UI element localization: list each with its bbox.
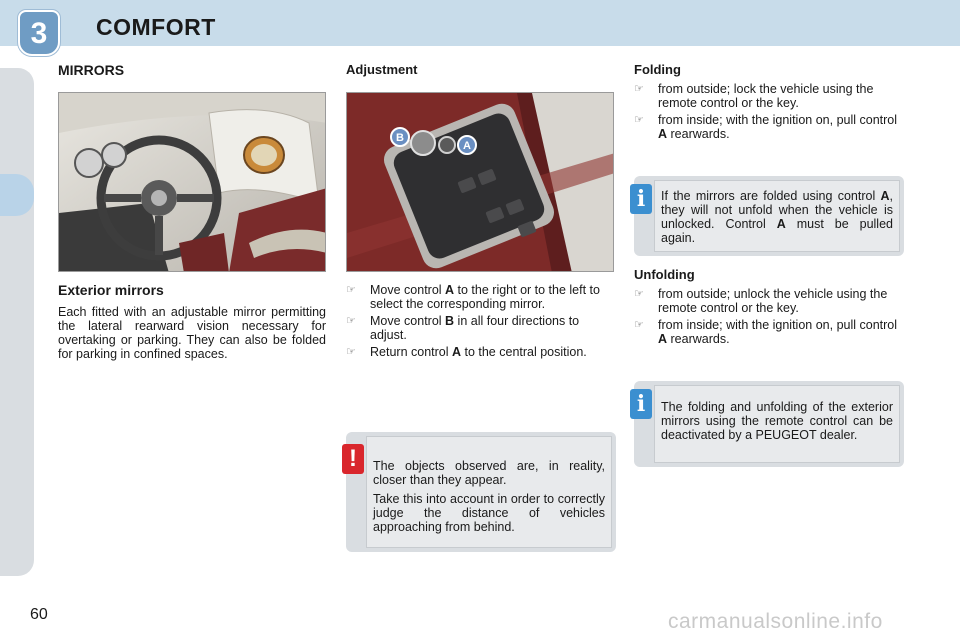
cabin-illustration — [59, 93, 326, 272]
section-title-adjustment: Adjustment — [346, 62, 418, 77]
info-text-panel: The folding and unfolding of the exterior mirrors using the remote control can be deactivated by a PEUGEOT dealer. — [654, 385, 900, 463]
list-item: ☞ from outside; unlock the vehicle using the remote control or the key. — [634, 287, 888, 315]
cabin-photo — [58, 92, 326, 272]
info-note-deactivation — [634, 381, 904, 467]
list-item: ☞ from inside; with the ignition on, pull control A rearwards. — [634, 113, 898, 141]
section-title-unfolding: Unfolding — [634, 267, 695, 282]
section-title-mirrors: MIRRORS — [58, 62, 125, 78]
control-a-label: A — [463, 140, 471, 152]
door-controls-illustration — [347, 93, 614, 272]
chapter-tab-marker — [0, 174, 34, 216]
page-number: 60 — [30, 606, 48, 623]
warning-icon: ! — [342, 444, 364, 474]
control-b-label: B — [396, 132, 404, 144]
side-rail — [0, 68, 34, 576]
chapter-number-badge: 3 — [18, 10, 60, 56]
hand-pointer-icon: ☞ — [634, 114, 644, 126]
list-item: ☞ Move control B in all four directions to adjust. — [346, 314, 580, 342]
hand-pointer-icon: ☞ — [346, 284, 356, 296]
door-controls-photo — [346, 92, 614, 272]
hand-pointer-icon: ☞ — [346, 315, 356, 327]
folding-bullet-list — [634, 82, 904, 144]
hand-pointer-icon: ☞ — [634, 319, 644, 331]
warning-paragraph-1: The objects observed are, in reality, closer than they appear. — [373, 459, 605, 487]
list-item: ☞ from inside; with the ignition on, pull control A rearwards. — [634, 318, 898, 346]
info-text-panel: If the mirrors are folded using control A, they will not unfold when the vehicle is unlocked. Control A must be pulled again. — [654, 180, 900, 252]
hand-pointer-icon: ☞ — [346, 346, 356, 358]
subheading-exterior-mirrors: Exterior mirrors — [58, 282, 164, 298]
section-title-folding: Folding — [634, 62, 681, 77]
hand-pointer-icon: ☞ — [634, 288, 644, 300]
unfolding-bullet-list — [634, 287, 904, 349]
page-title: COMFORT — [96, 14, 216, 40]
list-item: ☞ from outside; lock the vehicle using the remote control or the key. — [634, 82, 874, 110]
exterior-mirrors-paragraph: Each fitted with an adjustable mirror permitting the lateral rearward vision necessary for overtaking or parking. They can also be folded for parking in confined spaces. — [58, 305, 326, 361]
list-item: ☞ Return control A to the central position. — [346, 345, 587, 359]
warning-text-panel — [366, 436, 612, 548]
warning-paragraph-2: Take this into account in order to correctly judge the distance of vehicles approaching from behind. — [373, 492, 605, 534]
info-icon: i — [630, 184, 652, 214]
list-item: ☞ Move control A to the right or to the left to select the corresponding mirror. — [346, 283, 600, 311]
info-note-folding — [634, 176, 904, 256]
hand-pointer-icon: ☞ — [634, 83, 644, 95]
site-watermark: carmanualsonline.info — [668, 610, 883, 633]
info-icon: i — [630, 389, 652, 419]
adjustment-bullet-list — [346, 283, 616, 362]
warning-note — [346, 432, 616, 552]
